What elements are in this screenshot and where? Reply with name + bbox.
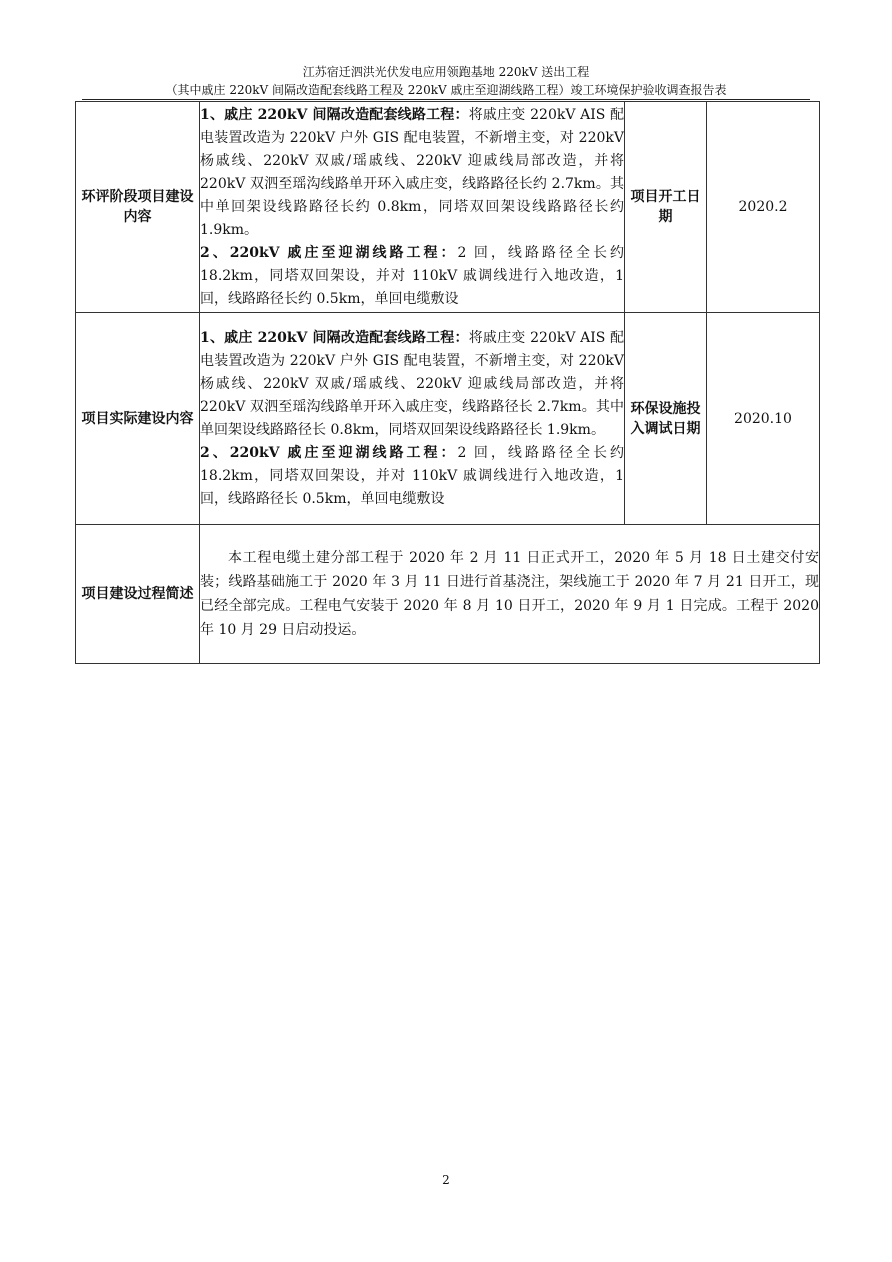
- commissioning-date-label: 环保设施投入调试日期: [625, 313, 707, 525]
- header-title-line1: 江苏宿迁泗洪光伏发电应用领跑基地 220kV 送出工程: [302, 65, 590, 79]
- actual-item2-text: 2 回，线路路径全长约 18.2km，同塔双回架设，并对 110kV 戚调线进行入地改造，1 回，线路路径长 0.5km，单回电缆敷设: [200, 444, 624, 507]
- table-row-process: [76, 525, 820, 664]
- commissioning-date-value: 2020.10: [707, 313, 820, 525]
- eia-item1-head: 1、戚庄 220kV 间隔改造配套线路工程：: [200, 106, 469, 123]
- eia-item1-text: 将戚庄变 220kV AIS 配电装置改造为 220kV 户外 GIS 配电装置，不新增主变，对 220kV 杨戚线、220kV 双戚/瑶戚线、220kV 迎戚线局部改造，并将 220kV 双泗至瑶沟线路单开环入戚庄变，线路路径长约 2.7km。其中单回架设线路路径长约 0.8km，同塔双回架设线路路径长约 1.9km。: [200, 106, 624, 238]
- eia-item2: [200, 242, 624, 311]
- process-label: 项目建设过程简述: [76, 525, 200, 664]
- actual-item1: [200, 327, 624, 442]
- actual-item1-head: 1、戚庄 220kV 间隔改造配套线路工程：: [200, 329, 469, 346]
- process-summary: 本工程电缆土建分部工程于 2020 年 2 月 11 日正式开工，2020 年 5 月 18 日土建交付安装；线路基础施工于 2020 年 3 月 11 日进行首基浇注，架线施工于 2020 年 7 月 21 日开工，现已经全部完成。工程电气安装于 2020 年 8 月 10 日开工，2020 年 9 月 1 日完成。工程于 2020 年 10 月 29 日启动投运。: [200, 525, 820, 664]
- eia-content-label: 环评阶段项目建设内容: [76, 102, 200, 313]
- page-number: 2: [442, 1173, 450, 1187]
- report-table: [75, 101, 820, 664]
- actual-content-label: 项目实际建设内容: [76, 313, 200, 525]
- actual-item1-text: 将戚庄变 220kV AIS 配电装置改造为 220kV 户外 GIS 配电装置，不新增主变，对 220kV 杨戚线、220kV 双戚/瑶戚线、220kV 迎戚线局部改造，并将 220kV 双泗至瑶沟线路单开环入戚庄变，线路路径长 2.7km。其中单回架设线路路径长 0.8km，同塔双回架设线路路径长 1.9km。: [200, 329, 624, 438]
- actual-item2-head: 2、220kV 戚庄至迎湖线路工程：: [200, 444, 458, 461]
- start-date-label: 项目开工日期: [625, 102, 707, 313]
- eia-item2-head: 2、220kV 戚庄至迎湖线路工程：: [200, 244, 458, 261]
- eia-item2-text: 2 回，线路路径全长约 18.2km，同塔双回架设，并对 110kV 戚调线进行入地改造，1 回，线路路径长约 0.5km，单回电缆敷设: [200, 244, 624, 307]
- actual-item2: [200, 442, 624, 511]
- table-row-eia-content: [76, 102, 820, 313]
- eia-content-cell: [200, 102, 625, 313]
- header-divider: [82, 99, 810, 100]
- header-title-line2: （其中戚庄 220kV 间隔改造配套线路工程及 220kV 戚庄至迎湖线路工程）竣工环境保护验收调查报告表: [165, 83, 727, 97]
- table-row-actual-content: [76, 313, 820, 525]
- eia-item1: [200, 104, 624, 242]
- start-date-value: 2020.2: [707, 102, 820, 313]
- actual-content-cell: [200, 313, 625, 525]
- document-header: [0, 63, 892, 99]
